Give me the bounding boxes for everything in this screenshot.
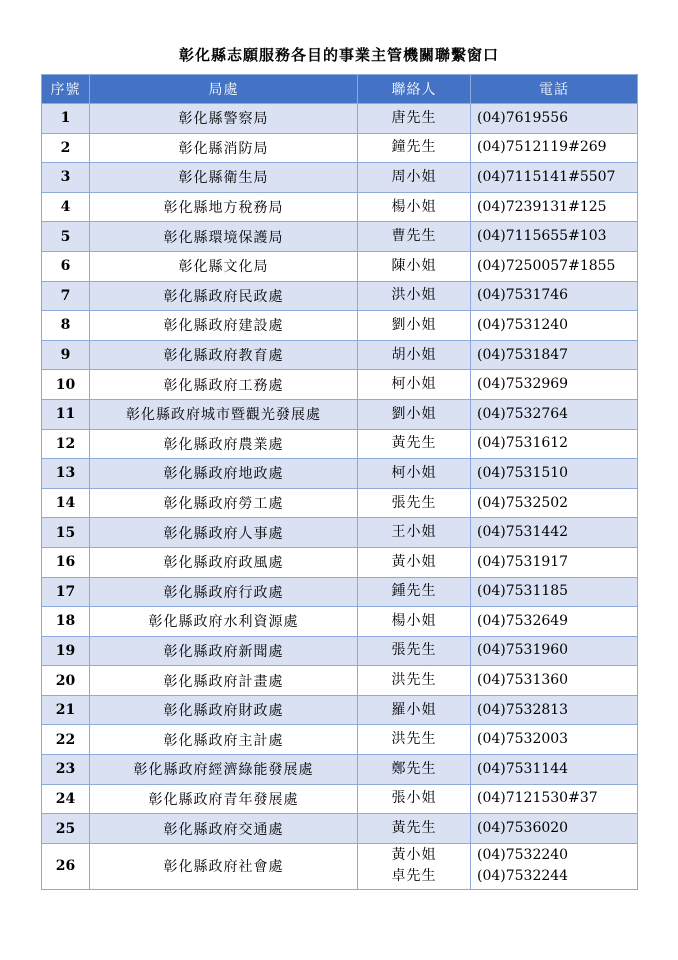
row-phone: (04)7532813: [471, 695, 638, 725]
row-phone: (04)7531847: [471, 340, 638, 370]
row-contact-line: 黃小姐: [391, 847, 437, 864]
row-contact: 鄭先生: [358, 755, 471, 785]
row-agency: 彰化縣政府財政處: [90, 695, 358, 725]
row-phone: [471, 843, 638, 889]
row-contact: 劉小姐: [358, 311, 471, 341]
row-agency: 彰化縣政府建設處: [90, 311, 358, 341]
table-row: [42, 666, 638, 696]
table-row: [42, 311, 638, 341]
row-phone: (04)7531185: [471, 577, 638, 607]
row-contact: 柯小姐: [358, 459, 471, 489]
row-number: 21: [42, 695, 90, 725]
row-agency: 彰化縣政府地政處: [90, 459, 358, 489]
row-number: 19: [42, 636, 90, 666]
row-contact: 張先生: [358, 636, 471, 666]
row-agency: 彰化縣政府主計處: [90, 725, 358, 755]
row-phone: (04)7239131#125: [471, 192, 638, 222]
row-phone: (04)7532969: [471, 370, 638, 400]
row-agency: 彰化縣文化局: [90, 251, 358, 281]
table-row: [42, 814, 638, 844]
table-row: [42, 547, 638, 577]
row-phone: (04)7531510: [471, 459, 638, 489]
row-phone: (04)7619556: [471, 104, 638, 134]
row-phone: (04)7531240: [471, 311, 638, 341]
row-number: 8: [42, 311, 90, 341]
table-header-row: [42, 75, 638, 104]
row-agency: 彰化縣政府計畫處: [90, 666, 358, 696]
table-body: [42, 104, 638, 890]
row-number: 14: [42, 488, 90, 518]
table-row: [42, 636, 638, 666]
row-contact-line: 卓先生: [391, 868, 437, 885]
row-agency: 彰化縣政府青年發展處: [90, 784, 358, 814]
table-row: [42, 695, 638, 725]
row-agency: 彰化縣政府行政處: [90, 577, 358, 607]
table-row: [42, 459, 638, 489]
row-phone: (04)7531360: [471, 666, 638, 696]
row-phone: (04)7512119#269: [471, 133, 638, 163]
row-number: 25: [42, 814, 90, 844]
row-agency: 彰化縣政府城市暨觀光發展處: [90, 399, 358, 429]
row-phone: (04)7532003: [471, 725, 638, 755]
row-contact: 唐先生: [358, 104, 471, 134]
row-phone: (04)7532649: [471, 607, 638, 637]
row-contact: 王小姐: [358, 518, 471, 548]
row-agency: 彰化縣政府民政處: [90, 281, 358, 311]
row-number: 3: [42, 163, 90, 193]
row-number: 6: [42, 251, 90, 281]
header-agency: 局處: [90, 75, 358, 104]
table-row: [42, 429, 638, 459]
table-row: [42, 281, 638, 311]
row-number: 24: [42, 784, 90, 814]
document-title: 彰化縣志願服務各目的事業主管機關聯繫窗口: [178, 46, 499, 64]
table-row: [42, 370, 638, 400]
row-number: 7: [42, 281, 90, 311]
row-contact: 張小姐: [358, 784, 471, 814]
row-contact: 洪先生: [358, 725, 471, 755]
table-row: [42, 607, 638, 637]
row-number: 23: [42, 755, 90, 785]
row-number: 12: [42, 429, 90, 459]
row-phone: (04)7531442: [471, 518, 638, 548]
row-number: 13: [42, 459, 90, 489]
row-number: 26: [42, 843, 90, 889]
row-contact: [358, 843, 471, 889]
row-agency: 彰化縣警察局: [90, 104, 358, 134]
table-row: [42, 104, 638, 134]
row-contact: 胡小姐: [358, 340, 471, 370]
row-contact: 曹先生: [358, 222, 471, 252]
row-number: 22: [42, 725, 90, 755]
row-contact: 洪先生: [358, 666, 471, 696]
row-contact: 柯小姐: [358, 370, 471, 400]
table-row: [42, 192, 638, 222]
row-contact: 楊小姐: [358, 192, 471, 222]
row-agency: 彰化縣地方稅務局: [90, 192, 358, 222]
row-agency: 彰化縣政府經濟綠能發展處: [90, 755, 358, 785]
row-agency: 彰化縣政府農業處: [90, 429, 358, 459]
header-phone: 電話: [471, 75, 638, 104]
row-agency: 彰化縣政府水利資源處: [90, 607, 358, 637]
row-phone: (04)7115655#103: [471, 222, 638, 252]
table-row: [42, 725, 638, 755]
table-row: [42, 518, 638, 548]
row-agency: 彰化縣政府教育處: [90, 340, 358, 370]
contact-table: [41, 74, 638, 890]
header-no: 序號: [42, 75, 90, 104]
row-contact: 鐘先生: [358, 133, 471, 163]
row-phone: (04)7532764: [471, 399, 638, 429]
row-number: 16: [42, 547, 90, 577]
row-phone: (04)7115141#5507: [471, 163, 638, 193]
row-agency: 彰化縣政府政風處: [90, 547, 358, 577]
table-row: [42, 577, 638, 607]
table-row: [42, 399, 638, 429]
row-number: 17: [42, 577, 90, 607]
table-row: [42, 163, 638, 193]
row-contact: 洪小姐: [358, 281, 471, 311]
row-phone-line: (04)7532244: [477, 868, 569, 885]
row-agency: 彰化縣衛生局: [90, 163, 358, 193]
row-contact: 周小姐: [358, 163, 471, 193]
table-row: [42, 222, 638, 252]
row-number: 5: [42, 222, 90, 252]
table-row: [42, 340, 638, 370]
row-phone: (04)7531917: [471, 547, 638, 577]
row-number: 2: [42, 133, 90, 163]
row-phone: (04)7531960: [471, 636, 638, 666]
row-agency: 彰化縣政府交通處: [90, 814, 358, 844]
row-agency: 彰化縣政府社會處: [90, 843, 358, 889]
row-number: 20: [42, 666, 90, 696]
row-contact: 楊小姐: [358, 607, 471, 637]
row-phone: (04)7531612: [471, 429, 638, 459]
row-number: 9: [42, 340, 90, 370]
table-row: [42, 843, 638, 889]
row-phone: (04)7532502: [471, 488, 638, 518]
row-number: 1: [42, 104, 90, 134]
row-number: 15: [42, 518, 90, 548]
row-contact: 劉小姐: [358, 399, 471, 429]
row-agency: 彰化縣政府勞工處: [90, 488, 358, 518]
row-contact: 張先生: [358, 488, 471, 518]
row-agency: 彰化縣政府新聞處: [90, 636, 358, 666]
row-contact: 陳小姐: [358, 251, 471, 281]
row-phone-line: (04)7532240: [477, 847, 569, 864]
row-phone: (04)7250057#1855: [471, 251, 638, 281]
row-number: 11: [42, 399, 90, 429]
header-contact: 聯絡人: [358, 75, 471, 104]
row-agency: 彰化縣政府人事處: [90, 518, 358, 548]
row-phone: (04)7536020: [471, 814, 638, 844]
row-phone: (04)7531746: [471, 281, 638, 311]
row-contact: 羅小姐: [358, 695, 471, 725]
row-contact: 黃先生: [358, 429, 471, 459]
row-contact: 黃先生: [358, 814, 471, 844]
row-number: 10: [42, 370, 90, 400]
table-row: [42, 488, 638, 518]
row-number: 4: [42, 192, 90, 222]
table-row: [42, 784, 638, 814]
table-row: [42, 133, 638, 163]
row-number: 18: [42, 607, 90, 637]
table-row: [42, 755, 638, 785]
table-row: [42, 251, 638, 281]
row-phone: (04)7121530#37: [471, 784, 638, 814]
row-contact: 黃小姐: [358, 547, 471, 577]
row-agency: 彰化縣環境保護局: [90, 222, 358, 252]
row-agency: 彰化縣消防局: [90, 133, 358, 163]
row-agency: 彰化縣政府工務處: [90, 370, 358, 400]
row-phone: (04)7531144: [471, 755, 638, 785]
row-contact: 鍾先生: [358, 577, 471, 607]
